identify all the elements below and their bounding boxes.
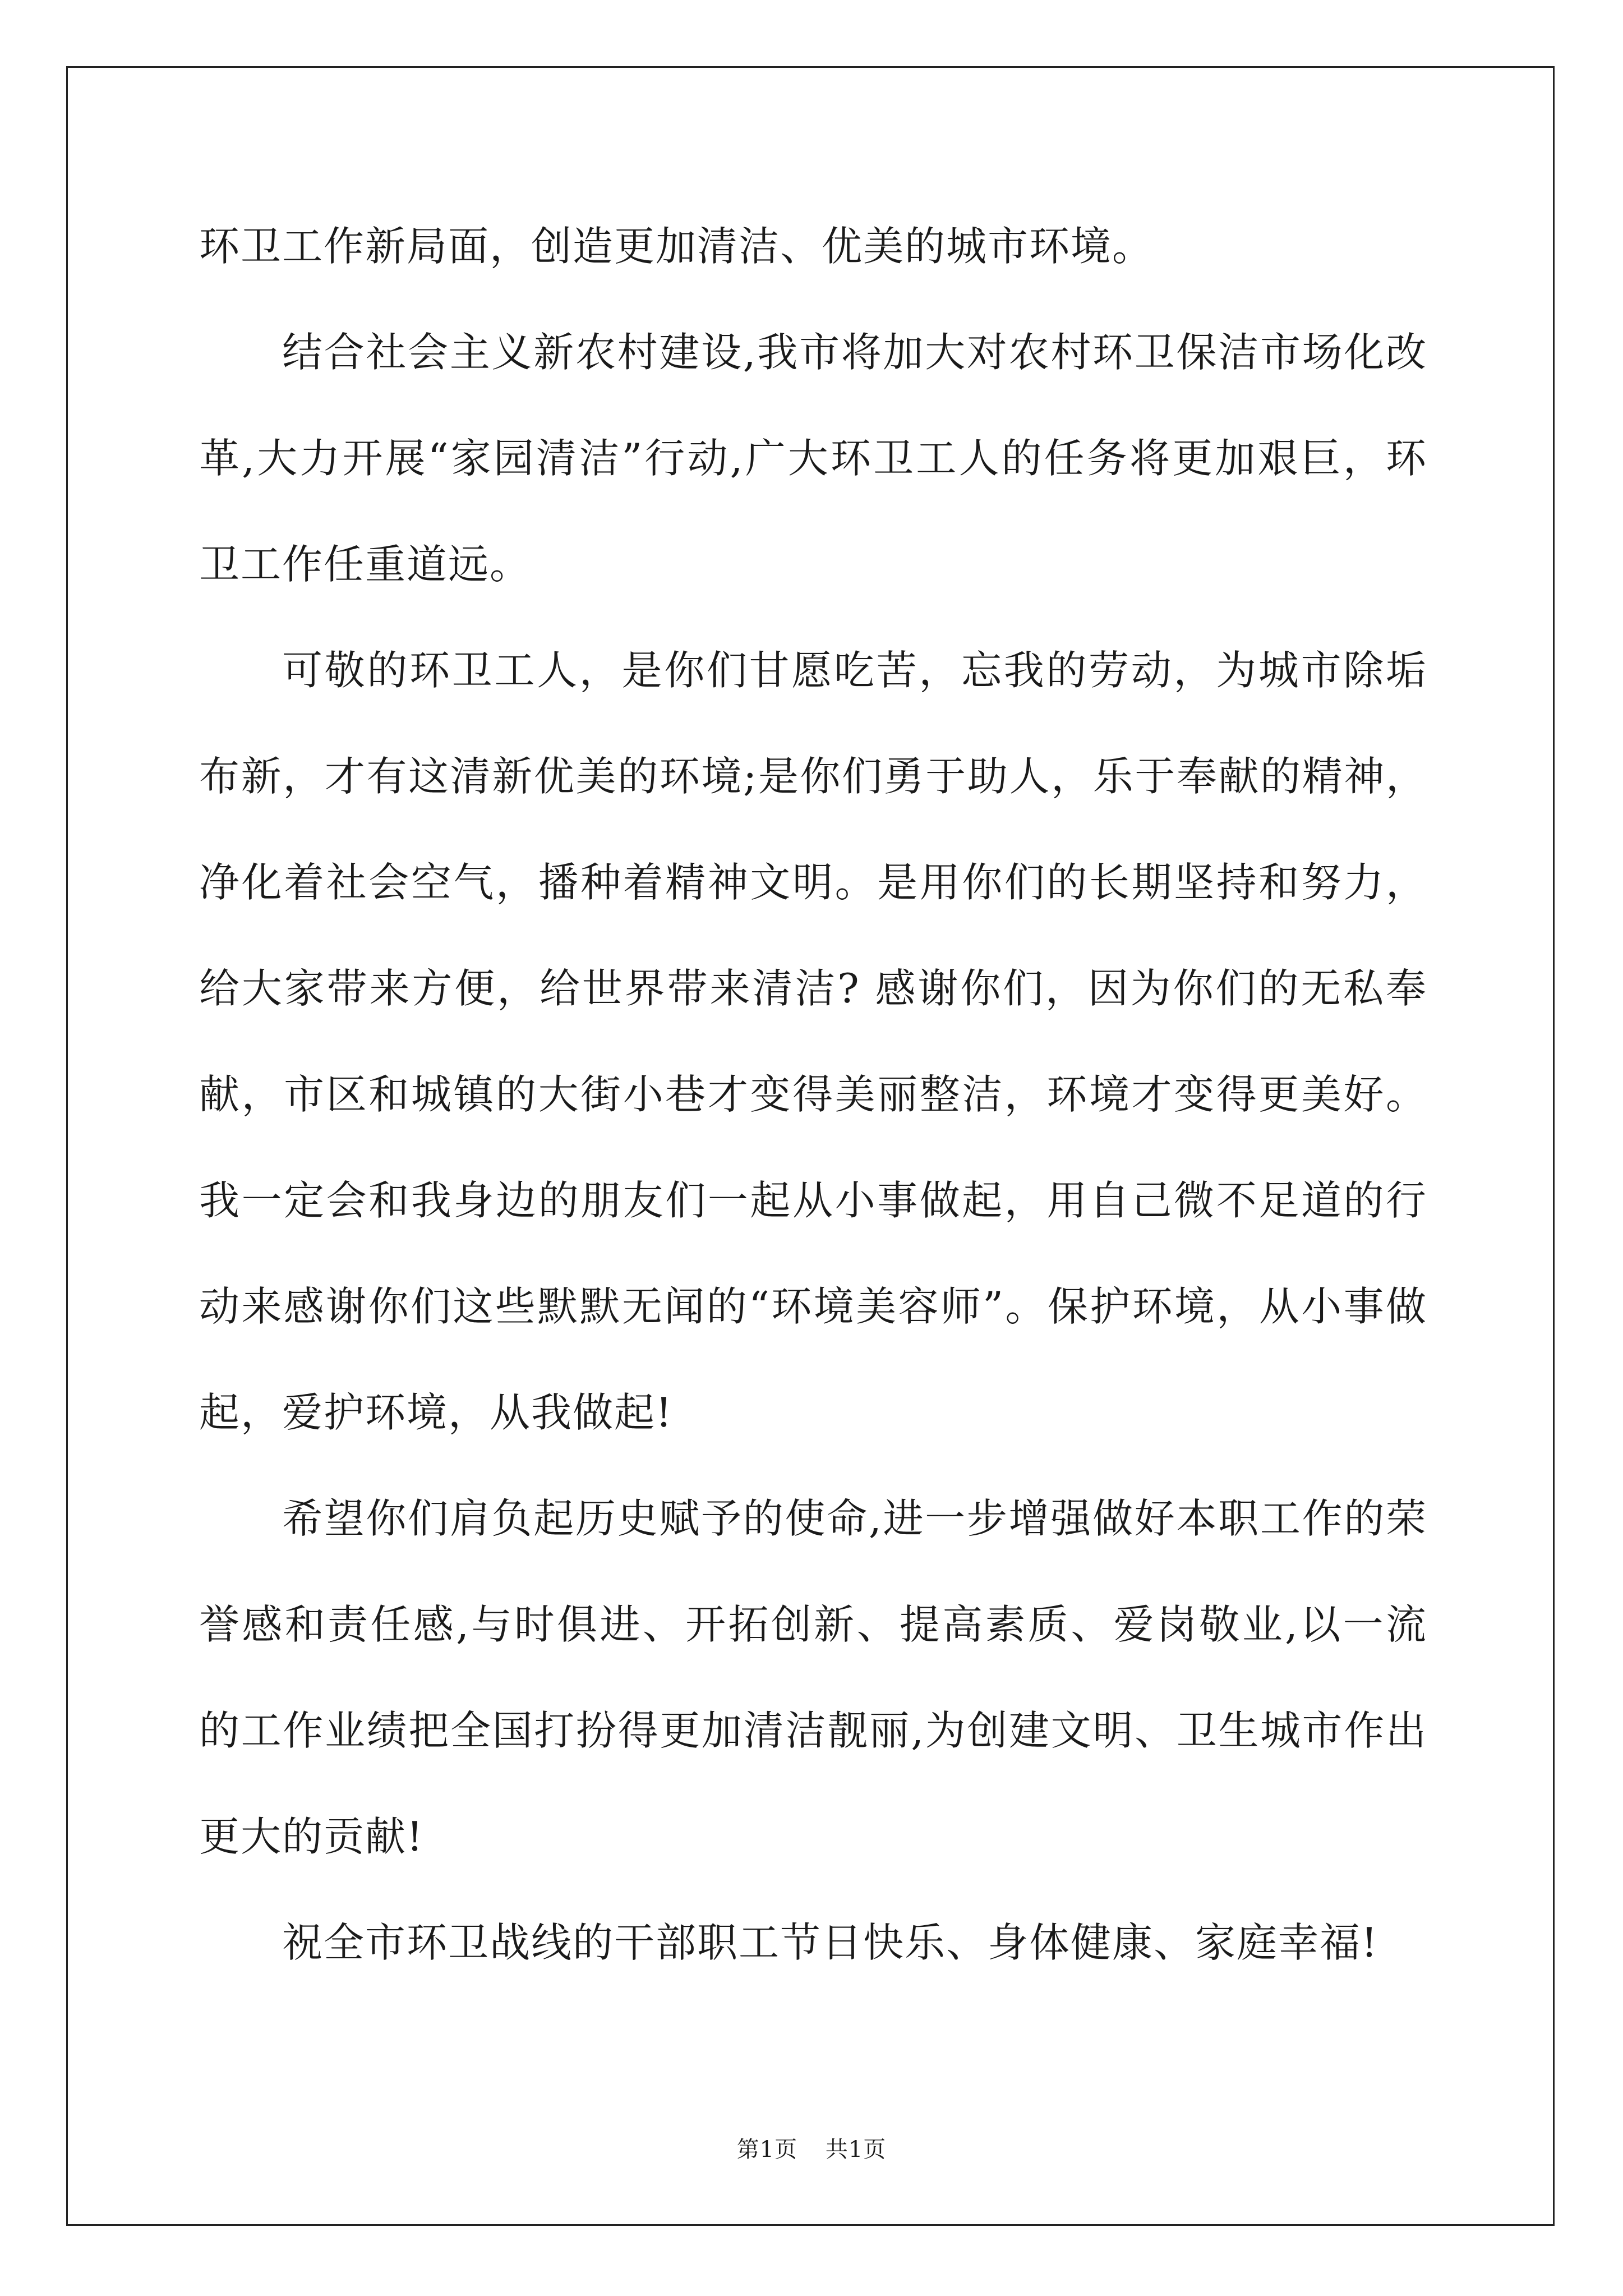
paragraph-4: 希望你们肩负起历史赋予的使命,进一步增强做好本职工作的荣誉感和责任感,与时俱进、开拓创新、提高素质、爱岗敬业,以一流的工作业绩把全国打扮得更加清洁靓丽,为创建文明、卫生城市作出更大的贡献! — [199, 1495, 1427, 1860]
document-body — [199, 194, 1427, 1996]
page-footer — [0, 2132, 1623, 2164]
paragraph-5: 祝全市环卫战线的干部职工节日快乐、身体健康、家庭幸福! — [282, 1919, 1378, 1966]
page-number: 第1页 — [736, 2137, 798, 2162]
page-total: 共1页 — [825, 2137, 887, 2162]
paragraph-1: 环卫工作新局面，创造更加清洁、优美的城市环境。 — [199, 223, 1154, 270]
paragraph-3: 可敬的环卫工人，是你们甘愿吃苦，忘我的劳动，为城市除垢布新，才有这清新优美的环境;是你们勇于助人，乐于奉献的精神，净化着社会空气，播种着精神文明。是用你们的长期坚持和努力，给大家带来方便，给世界带来清洁? 感谢你们，因为你们的无私奉献，市区和城镇的大街小巷才变得美丽整洁，环境才变得更美好。我一定会和我身边的朋友们一起从小事做起，用自己微不足道的行动来感谢你们这些默默无闻的“环境美容师”。保护环境，从小事做起，爱护环境，从我做起! — [199, 647, 1427, 1436]
paragraph-2: 结合社会主义新农村建设,我市将加大对农村环卫保洁市场化改革,大力开展“家园清洁”行动,广大环卫工人的任务将更加艰巨，环卫工作任重道远。 — [199, 329, 1427, 588]
